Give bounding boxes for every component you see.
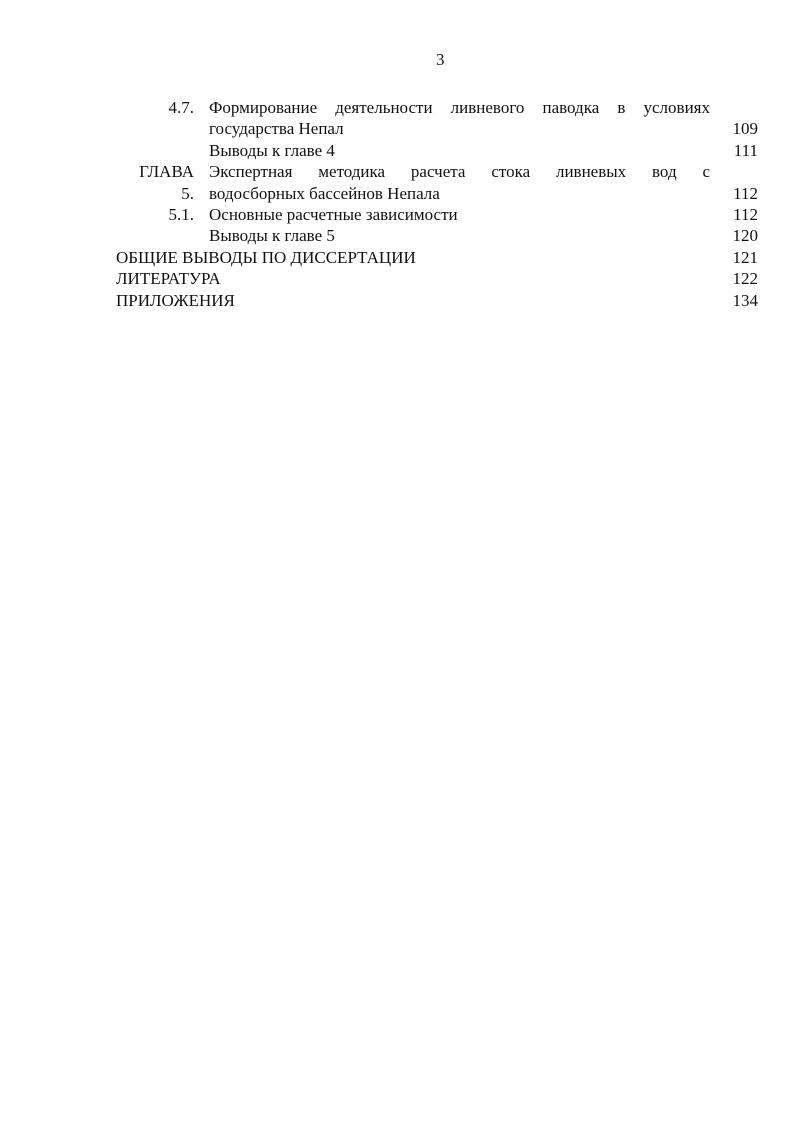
table-of-contents — [116, 97, 758, 311]
toc-entry-title: ЛИТЕРАТУРА — [116, 269, 221, 289]
toc-line — [116, 204, 758, 225]
toc-page-number: 109 — [732, 119, 758, 139]
page-number: 3 — [436, 50, 445, 69]
toc-section-number: 4.7. — [168, 98, 194, 117]
toc-entry-title: Выводы к главе 5 — [209, 226, 335, 246]
toc-page-number: 134 — [732, 290, 758, 310]
toc-entry-title: государства Непал — [209, 119, 344, 139]
toc-line — [116, 268, 758, 289]
toc-entry-title: водосборных бассейнов Непала — [209, 183, 440, 203]
toc-line — [116, 97, 758, 118]
toc-line — [116, 247, 758, 268]
toc-page-number: 111 — [733, 140, 758, 160]
toc-entry-title: ПРИЛОЖЕНИЯ — [116, 290, 235, 310]
toc-line — [116, 118, 758, 139]
toc-entry-title: Основные расчетные зависимости — [209, 204, 458, 224]
toc-page-number: 112 — [733, 204, 758, 224]
toc-entry-title: ОБЩИЕ ВЫВОДЫ ПО ДИССЕРТАЦИИ — [116, 247, 416, 267]
toc-line — [116, 290, 758, 311]
toc-section-number: 5. — [181, 183, 194, 203]
toc-page-number: 112 — [733, 183, 758, 203]
toc-line — [116, 183, 758, 204]
toc-section-number: 5.1. — [168, 204, 194, 224]
toc-page-number: 122 — [732, 269, 758, 289]
toc-page-number: 121 — [732, 247, 758, 267]
toc-line — [116, 161, 758, 182]
toc-line — [116, 140, 758, 161]
toc-page-number: 120 — [732, 226, 758, 246]
toc-entry-title: Формирование деятельности ливневого паводка в условиях — [209, 98, 710, 117]
toc-section-number: ГЛАВА — [139, 162, 194, 182]
toc-entry-title: Экспертная методика расчета стока ливневых вод с — [209, 162, 710, 182]
toc-entry-title: Выводы к главе 4 — [209, 140, 335, 160]
toc-line — [116, 225, 758, 246]
